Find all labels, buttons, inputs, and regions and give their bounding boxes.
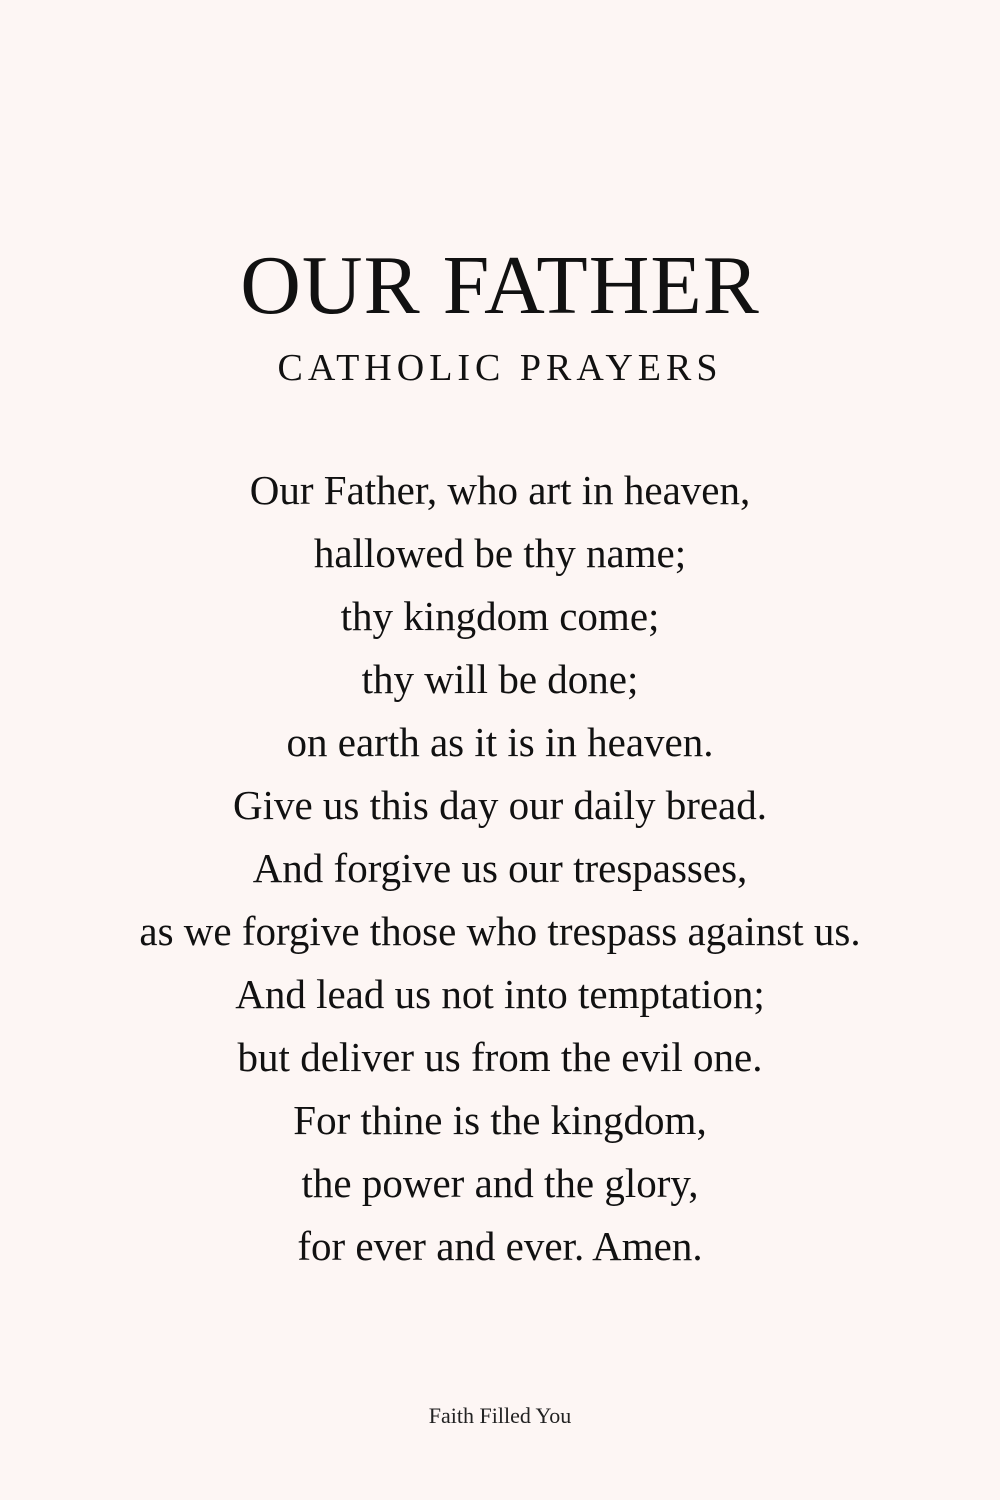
page-title: OUR FATHER (240, 239, 760, 332)
prayer-line: And forgive us our trespasses, (252, 845, 748, 891)
prayer-line: the power and the glory, (301, 1160, 699, 1206)
prayer-line: Give us this day our daily bread. (232, 782, 768, 828)
prayer-line: thy kingdom come; (340, 593, 660, 639)
prayer-line: And lead us not into temptation; (235, 971, 765, 1017)
prayer-line: hallowed be thy name; (313, 530, 687, 576)
prayer-line: but deliver us from the evil one. (237, 1034, 763, 1080)
prayer-line: for ever and ever. Amen. (297, 1223, 703, 1269)
prayer-line: Our Father, who art in heaven, (249, 467, 751, 513)
prayer-text (0, 459, 1000, 1278)
prayer-line: on earth as it is in heaven. (286, 719, 714, 765)
page-subtitle: CATHOLIC PRAYERS (277, 347, 723, 389)
prayer-line: thy will be done; (361, 656, 639, 702)
prayer-line: For thine is the kingdom, (293, 1097, 707, 1143)
footer-brand: Faith Filled You (428, 1403, 572, 1428)
prayer-line: as we forgive those who trespass against us. (139, 908, 861, 954)
